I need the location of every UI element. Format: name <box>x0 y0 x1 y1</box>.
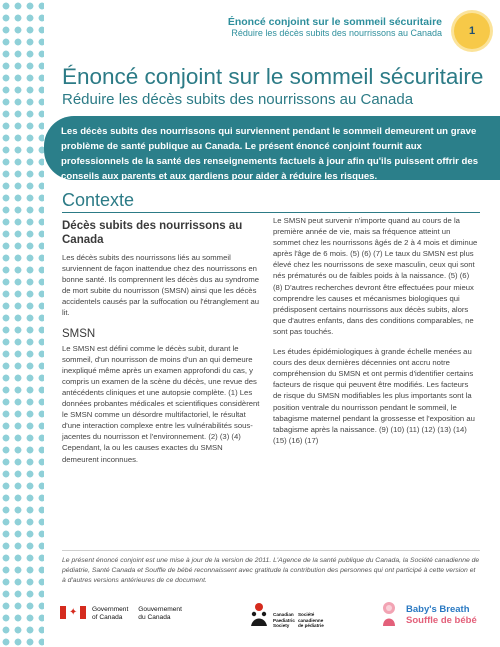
babys-breath-logo <box>378 600 477 630</box>
left-column-heading: Décès subits des nourrissons au Canada <box>62 220 243 246</box>
summary-banner-text: Les décès subits des nourrissons qui surviennent pendant le sommeil demeurent un grave problème de santé publique au Canada. Le présent énoncé conjoint fournit aux professionnels de la santé des renseignements factuels à jour afin qu'ils puissent offrir des conseils aux parents et aux gardiens pour aider à réduire les risques. <box>61 126 479 182</box>
smsn-subheading: SMSN <box>62 327 96 340</box>
right-paragraph-2: Les études épidémiologiques à grande échelle menées au cours des deux dernières décennies ont accru notre compréhension du SMSN et ont permis d'identifier certains facteurs de risque qui peuvent être modifiés. Les facteurs de risque du SMSN modifiables les plus importants sont la position ventrale du nourrisson pendant le sommeil, le tabagisme maternel pendant la grossesse et l'exposition au tabagisme après la naissance. (9) (10) (11) (12) (13) (14) (15) (16) (17) <box>273 347 475 445</box>
canada-flag-icon: ✦ <box>60 606 86 619</box>
canadian-paediatric-society-logo <box>248 602 324 628</box>
babys-breath-name: Baby's Breath Souffle de bébé <box>406 604 477 626</box>
document-title: Énoncé conjoint sur le sommeil sécuritaire <box>62 64 484 89</box>
running-header-subtitle: Réduire les décès subits des nourrissons au Canada <box>231 28 442 38</box>
government-of-canada-logo <box>60 606 182 622</box>
cps-name-fr: Société canadienne de pédiatrie <box>297 612 324 628</box>
left-paragraph-1: Les décès subits des nourrissons liés au sommeil surviennent de façon inattendue chez des nourrissons en bonne santé. Ils comprennent les décès dus au syndrome de mort subite du nourrisson (SMSN) ainsi que les décès accidentels causés par la suffocation ou l'étranglement au lit. <box>62 253 260 318</box>
running-header-title: Énoncé conjoint sur le sommeil sécuritaire <box>227 16 442 28</box>
page-number-badge: 1 <box>454 13 490 49</box>
cps-emblem-icon <box>248 602 270 628</box>
gov-name-en: Government of Canada <box>92 606 129 621</box>
babys-breath-icon <box>378 600 400 630</box>
decorative-dot-pattern <box>0 0 44 647</box>
footnote-divider <box>62 550 480 551</box>
right-paragraph-1: Le SMSN peut survenir n'importe quand au cours de la première année de vie, mais sa fréquence atteint un sommet chez les nourrissons âgés de 2 à 4 mois et diminue après l'âge de 6 mois. (5) (6) (7) Le taux du SMSN est plus élevé chez les nourrissons de sexe masculin, ceux qui sont nés prématurés ou de faibles poids à la naissance. (5) (6) (8) D'autres recherches devront être effectuées pour mieux comprendre les causes et mécanismes biologiques qui prédisposent certains nourrissons aux décès subits, alors que d'autres enfants, dans des conditions comparables, ne sont pas touchés. <box>273 216 478 336</box>
cps-name: Canadian Paediatric Society <box>273 612 295 628</box>
section-title: Contexte <box>62 190 135 210</box>
right-column <box>273 215 478 455</box>
document-subtitle: Réduire les décès subits des nourrissons au Canada <box>62 91 414 108</box>
left-paragraph-2: Le SMSN est défini comme le décès subit, durant le sommeil, d'un nourrisson de moins d'un an qui demeure inexpliqué même après un examen approfondi du cas, y compris un examen de la scène du décès, une revue des antécédents cliniques et une autopsie complète. (1) Les données probantes médicales et scientifiques considèrent le SMSN comme un désordre multifactoriel, le résultat d'une interaction complexe entre les vulnérabilités sous-jacentes du nourrisson et l'environnement. (2) (3) (4) Cependant, la ou les causes exactes du SMSN demeurent inconnues. <box>62 343 260 464</box>
gov-name-fr: Gouvernement du Canada <box>138 606 182 621</box>
partner-logos <box>60 600 490 636</box>
summary-banner <box>44 116 500 180</box>
running-header <box>228 16 442 39</box>
acknowledgement-footnote: Le présent énoncé conjoint est une mise à jour de la version de 2011. L'Agence de la santé publique du Canada, la Société canadienne de pédiatrie, Santé Canada et Souffle de bébé reconnaissent avec gratitude la contribution des personnes qui ont participé à cette version et à d'autres versions antérieures de ce document. <box>62 557 480 584</box>
left-column <box>62 218 260 465</box>
section-divider <box>62 212 480 213</box>
